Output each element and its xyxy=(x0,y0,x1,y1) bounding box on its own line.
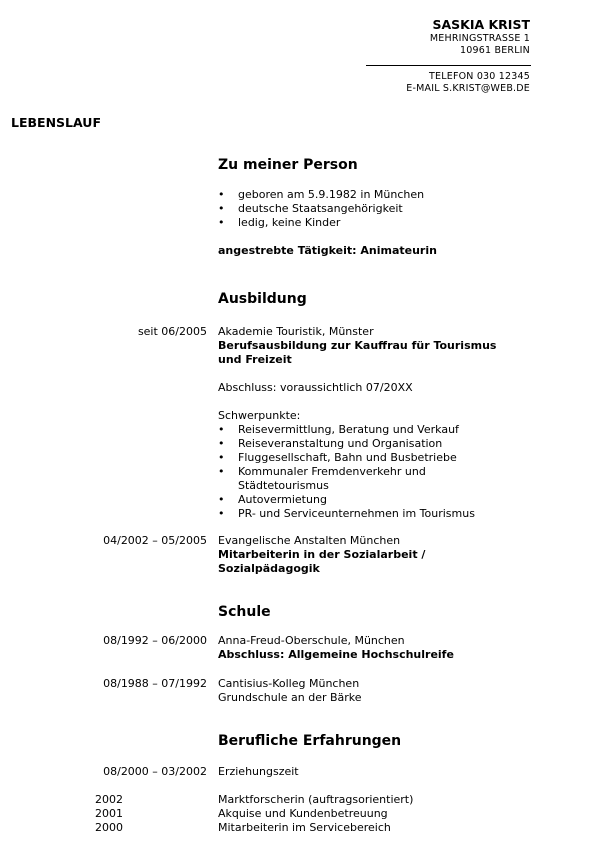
focus-list xyxy=(218,423,518,521)
list-item: • ledig, keine Kinder xyxy=(218,216,518,230)
entry-year: 2001 xyxy=(95,807,123,820)
list-item: • geboren am 5.9.1982 in München xyxy=(218,188,518,202)
expected-degree: Abschluss: voraussichtlich 07/20XX xyxy=(218,381,413,394)
section-heading-person: Zu meiner Person xyxy=(218,157,358,173)
school-name: Anna-Freud-Oberschule, München xyxy=(218,634,405,647)
institution: Evangelische Anstalten München xyxy=(218,534,401,547)
list-item: • Autovermietung xyxy=(218,493,518,507)
school-name: Grundschule an der Bärke xyxy=(218,691,362,704)
list-item: • Fluggesellschaft, Bahn und Busbetriebe xyxy=(218,451,518,465)
experience-entry: Mitarbeiterin im Servicebereich xyxy=(218,821,391,834)
list-item: • Kommunaler Fremdenverkehr und Städtetourismus xyxy=(218,465,448,493)
section-heading-education: Ausbildung xyxy=(218,291,307,307)
school-entry xyxy=(218,634,518,662)
contact-block xyxy=(430,17,530,57)
entry-year: 2002 xyxy=(95,793,123,806)
section-heading-experience: Berufliche Erfahrungen xyxy=(218,733,402,749)
contact-details xyxy=(406,71,530,95)
list-item: • Reiseveranstaltung und Organisation xyxy=(218,437,518,451)
list-item: • PR- und Serviceunternehmen im Tourismus xyxy=(218,507,518,521)
person-details xyxy=(218,188,518,230)
job-title: Sozialpädagogik xyxy=(218,562,320,575)
school-degree: Abschluss: Allgemeine Hochschulreife xyxy=(218,648,454,661)
phone-number: TELEFON 030 12345 xyxy=(429,71,530,82)
career-goal: angestrebte Tätigkeit: Animateurin xyxy=(218,244,437,257)
list-item: • Reisevermittlung, Beratung und Verkauf xyxy=(218,423,518,437)
institution: Akademie Touristik, Münster xyxy=(218,325,374,338)
document-title: LEBENSLAUF xyxy=(11,115,101,130)
section-heading-school: Schule xyxy=(218,604,271,620)
street-address: MEHRINGSTRASSE 1 xyxy=(429,33,530,44)
program-title: Berufsausbildung zur Kauffrau für Tourismus xyxy=(218,339,497,352)
email-address: E-MAIL S.KRIST@WEB.DE xyxy=(406,83,530,94)
entry-date: 08/2000 – 03/2002 xyxy=(103,765,207,778)
applicant-name: SASKIA KRIST xyxy=(432,17,530,32)
school-entry xyxy=(218,677,518,705)
experience-entry: Marktforscherin (auftragsorientiert) xyxy=(218,793,414,806)
entry-date: 08/1992 – 06/2000 xyxy=(103,634,207,647)
list-item: • deutsche Staatsangehörigkeit xyxy=(218,202,518,216)
person-list xyxy=(218,188,518,230)
school-name: Cantisius-Kolleg München xyxy=(218,677,360,690)
entry-date: 04/2002 – 05/2005 xyxy=(103,534,207,547)
job-title: Mitarbeiterin in der Sozialarbeit / xyxy=(218,548,426,561)
entry-date: seit 06/2005 xyxy=(137,325,207,338)
education-entry xyxy=(218,534,518,576)
education-entry xyxy=(218,325,518,521)
program-title: und Freizeit xyxy=(218,353,292,366)
header-divider xyxy=(366,65,531,66)
city-address: 10961 BERLIN xyxy=(460,45,530,56)
experience-entry: Erziehungszeit xyxy=(218,765,299,778)
focus-label: Schwerpunkte: xyxy=(218,409,301,422)
entry-year: 2000 xyxy=(95,821,123,834)
experience-entry: Akquise und Kundenbetreuung xyxy=(218,807,388,820)
entry-date: 08/1988 – 07/1992 xyxy=(103,677,207,690)
